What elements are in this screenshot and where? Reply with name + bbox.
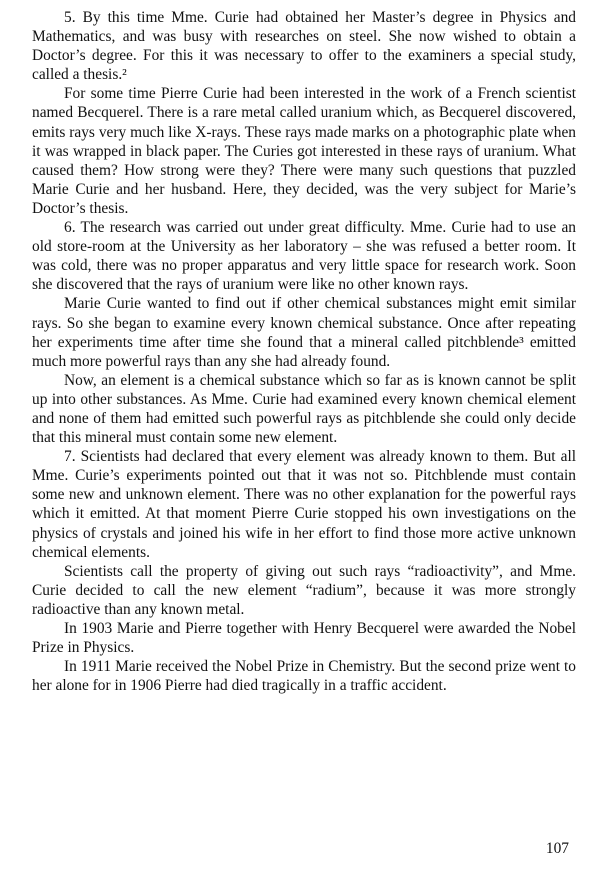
paragraph-radioactivity: Scientists call the property of giving out such rays “radioactivity”, and Mme. Curie decided to call the new element “radium”, because it was more strongly radioactive than any known metal. (32, 562, 576, 618)
paragraph-element-definition: Now, an element is a chemical substance which so far as is known cannot be split up into other substances. As Mme. Curie had examined every known chemical element and none of them had emitted such powerful rays as pitchblende she could only decide that this mineral must contain some new element. (32, 371, 576, 447)
paragraph-thesis-intro: 5. By this time Mme. Curie had obtained her Master’s degree in Physics and Mathematics, and was busy with researches on steel. She now wished to obtain a Doctor’s degree. For this it was necessary to offer to the examiners a special study, called a thesis.² (32, 9, 576, 84)
page-number: 107 (545, 840, 569, 857)
paragraph-pitchblende: Marie Curie wanted to find out if other chemical substances might emit similar rays. So she began to examine every known chemical substance. Once after repeating her experiments time after time she found that a mineral called pitchblende³ emitted much more powerful rays than any she had already found. (32, 295, 576, 370)
page-body (32, 8, 576, 695)
paragraph-research-difficulty: 6. The research was carried out under great difficulty. Mme. Curie had to use an old store-room at the University as her laboratory – she was refused a better room. It was cold, there was no proper apparatus and very little space for research work. Soon she discovered that the rays of uranium were like no other known rays. (32, 219, 576, 294)
paragraph-new-element: 7. Scientists had declared that every element was already known to them. But all Mme. Curie’s experiments pointed out that it was not so. Pitchblende must contain some new and unknown element. There was no other explanation for the powerful rays which it emitted. At that moment Pierre Curie stopped his own investigations on the physics of crystals and joined his wife in her effort to find those more active unknown chemical elements. (32, 448, 576, 561)
paragraph-nobel-physics: In 1903 Marie and Pierre together with Henry Becquerel were awarded the Nobel Prize in Physics. (32, 620, 576, 657)
paragraph-nobel-chemistry: In 1911 Marie received the Nobel Prize in Chemistry. But the second prize went to her alone for in 1906 Pierre had died tragically in a traffic accident. (32, 658, 576, 695)
paragraph-becquerel: For some time Pierre Curie had been interested in the work of a French scientist named Becquerel. There is a rare metal called uranium which, as Becquerel discovered, emits rays very much like X-rays. These rays made marks on a photographic plate when it was wrapped in black paper. The Curies got interested in these rays of uranium. What caused them? How strong were they? There were many such questions that puzzled Marie Curie and her husband. Here, they decided, was the very subject for Marie’s Doctor’s thesis. (32, 85, 576, 217)
